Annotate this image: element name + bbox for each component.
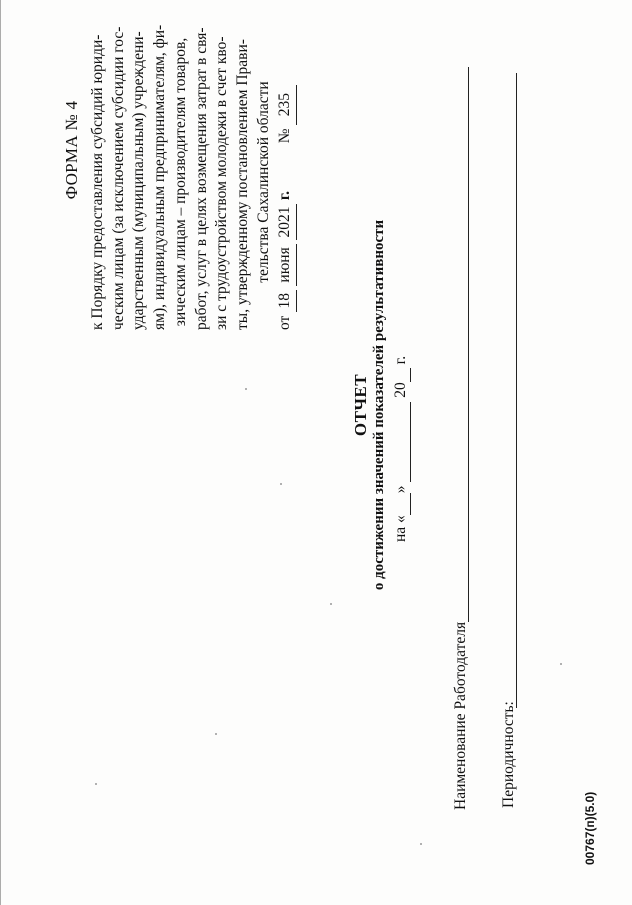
periodicity-line[interactable] (516, 73, 517, 708)
employer-name-line[interactable] (468, 67, 469, 622)
report-date-mid: » (392, 485, 409, 494)
scan-speck (215, 733, 217, 735)
order-line: ты, утвержденному постановлением Прави- (233, 39, 251, 330)
order-reference (88, 10, 297, 330)
number-label: № (276, 128, 294, 144)
order-line: работ, услуг в целях возмещения затрат в свя- (192, 27, 210, 330)
form-code: 00767(п)(5.0) (583, 791, 597, 865)
employer-label: Наименование Работодателя (452, 621, 469, 810)
order-number: 235 (275, 85, 297, 125)
date-prefix: от (276, 315, 294, 330)
report-date-suffix: г. (392, 355, 409, 365)
order-line: ударственным (муниципальным) учреждени- (130, 31, 148, 330)
date-day: 18 (275, 290, 297, 312)
page-edge (0, 0, 1, 905)
report-date-prefix: на « (392, 515, 409, 542)
order-line: ям), индивидуальным предпринимателям, фи- (151, 24, 169, 330)
scan-speck (245, 388, 247, 390)
order-line: зическим лицам – производителям товаров, (171, 37, 189, 327)
report-title: ОТЧЕТ (351, 373, 370, 437)
report-subtitle: о достижении значений показателей результативности (371, 219, 387, 591)
scan-speck (95, 783, 97, 785)
report-year-blank[interactable] (392, 368, 411, 382)
scan-speck (280, 483, 282, 485)
date-suffix: г. (276, 191, 294, 201)
periodicity-label: Периодичность: (500, 701, 517, 808)
scan-speck (560, 663, 562, 665)
report-day-blank[interactable] (392, 493, 411, 515)
order-line: к Порядку предоставления субсидий юриди- (89, 34, 106, 330)
report-year-prefix: 20 (392, 382, 409, 398)
date-month: июня (275, 244, 297, 286)
order-line: ческим лицам (за исключением субсидии гос- (109, 26, 127, 330)
form-title: ФОРМА № 4 (62, 100, 81, 200)
order-line: зи с трудоустройством молодежи в счет кво- (213, 36, 231, 330)
report-month-blank[interactable] (392, 402, 411, 482)
order-date-line (275, 10, 297, 330)
date-year: 2021 (275, 204, 297, 240)
report-date-line (392, 356, 411, 542)
scan-speck (420, 843, 422, 845)
order-line: тельства Сахалинской области (254, 81, 272, 283)
scan-speck (330, 603, 332, 605)
